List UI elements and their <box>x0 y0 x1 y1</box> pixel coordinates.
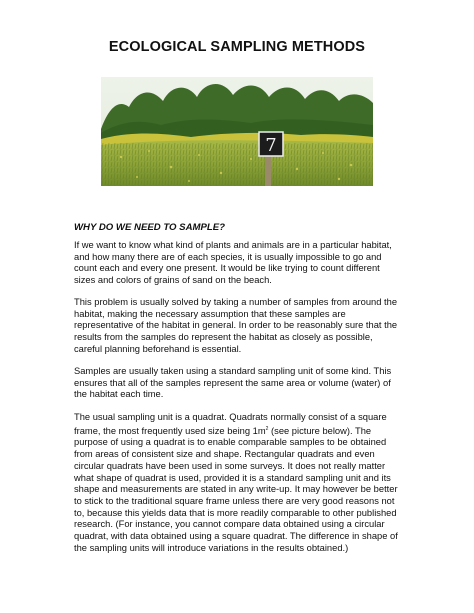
paragraph-2 <box>74 297 404 356</box>
paragraph-line: the habitat each time. <box>74 389 164 400</box>
section-heading: WHY DO WE NEED TO SAMPLE? <box>74 222 226 233</box>
paragraph-4 <box>74 412 404 554</box>
paragraph-line: quadrat, with data obtained using a square quadrat. The difference in shape of <box>74 531 398 542</box>
paragraph-line: sizes and colors of grains of sand on the beach. <box>74 275 272 286</box>
paragraph-line: count each and every one present. It would be like trying to count different <box>74 263 380 274</box>
superscript: 2 <box>265 425 269 432</box>
paragraph-line: circular quadrats have been used in some surveys. It does not really matter <box>74 460 386 471</box>
paragraph-line: research. (For instance, you cannot compare data obtained using a circular <box>74 519 385 530</box>
paragraph-line <box>74 424 404 438</box>
paragraph-line: the sampling units will introduce variations in the results obtained.) <box>74 542 349 553</box>
paragraph-line-text: (see picture below). The <box>268 425 372 436</box>
paragraph-1 <box>74 240 404 287</box>
paragraph-line: careful planning beforehand is essential. <box>74 343 242 354</box>
paragraph-line-text: frame, the most frequently used size being 1m <box>74 425 266 436</box>
quadrat-marker-number: 7 <box>265 135 277 156</box>
paragraph-line: Samples are usually taken using a standard sampling unit of some kind. This <box>74 366 392 376</box>
paragraph-line: shape and measurements are stated in any write-up. It may however be better <box>74 484 398 495</box>
paragraph-line: representative of the habitat in general. In order to be reasonably sure that the <box>74 320 398 331</box>
paragraph-line: what shape of quadrat is used, provided it is a standard sampling unit and its <box>74 472 391 483</box>
paragraph-line: This problem is usually solved by taking a number of samples from around the <box>74 297 398 307</box>
paragraph-line: The usual sampling unit is a quadrat. Quadrats normally consist of a square <box>74 412 387 422</box>
paragraph-line: and how many there are of each species, it is usually impossible to go and <box>74 251 382 262</box>
paragraph-3 <box>74 366 404 401</box>
paragraph-line: ensures that all of the samples represent the same area or volume (water) of <box>74 377 391 388</box>
paragraph-line: If we want to know what kind of plants and animals are in a particular habitat, <box>74 240 392 250</box>
paragraph-line: results from the samples do represent the habitat as closely as possible, <box>74 332 373 343</box>
page-title: ECOLOGICAL SAMPLING METHODS <box>108 39 366 55</box>
paragraph-line: from areas of consistent size and shape. Rectangular quadrats and even <box>74 449 375 460</box>
meadow-photo <box>101 77 373 186</box>
paragraph-line: habitat, making the necessary assumption that these samples are <box>74 308 346 319</box>
paragraph-line: to stick to the traditional square frame unless there are very good reasons not <box>74 495 395 506</box>
paragraph-line: to, because this yields data that is more readily comparable to other published <box>74 507 397 518</box>
paragraph-line: purpose of using a quadrat is to enable comparable samples to be obtained <box>74 437 387 448</box>
